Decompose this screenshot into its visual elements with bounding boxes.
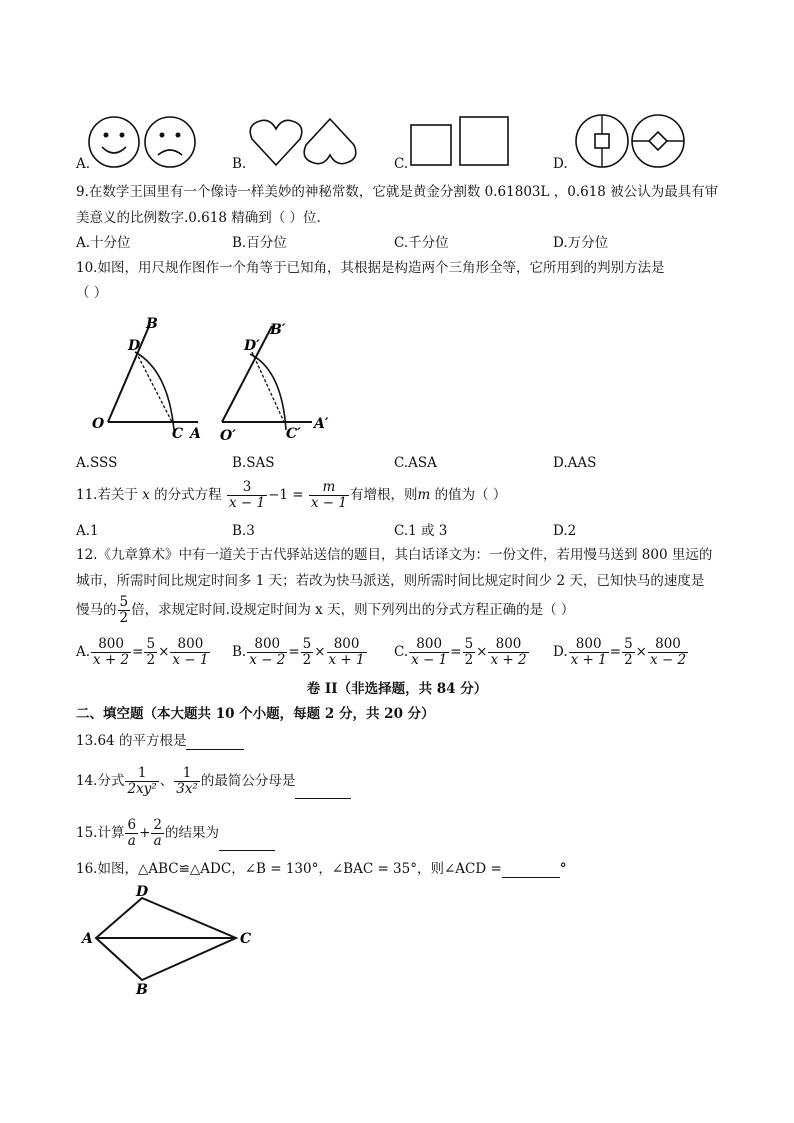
label-O: O — [92, 416, 105, 432]
q12-line3: 慢马的 $\frac{5}{2}$ 倍，求规定时间.设规定时间为 x 天，则下列列出的分式方程正确的是（ ） — [76, 594, 575, 626]
label-D-prime: D′ — [244, 338, 260, 354]
q12-option-d: D. $\frac{800}{x + 1}$ = $\frac{5}{2}$ × $\frac{800}{x - 2}$ — [553, 636, 687, 668]
q13-answer-blank[interactable] — [186, 731, 244, 750]
circle-symbols-figure — [574, 111, 690, 171]
quadrilateral-abcd-figure — [80, 884, 264, 998]
label-B: B — [146, 316, 158, 332]
angle-construction-figure — [88, 312, 348, 447]
q16-answer-blank[interactable] — [502, 859, 560, 878]
q12-option-a: A. $\frac{800}{x + 2}$ = $\frac{5}{2}$ × $\frac{800}{x - 1}$ — [76, 636, 209, 668]
q10-option-b: B.SAS — [232, 455, 275, 471]
q8-option-b-label: B. — [232, 156, 247, 172]
label-B-prime: B′ — [270, 322, 286, 338]
squares-figure — [408, 113, 512, 171]
hearts-figure — [248, 113, 360, 171]
label-D: D — [136, 884, 149, 900]
q8-options — [0, 105, 794, 175]
label-C: C — [240, 931, 252, 947]
q16-stem: 16.如图，△ABC≌△ADC，∠B = 130°，∠BAC = 35°，则∠ACD = ° — [76, 861, 567, 877]
label-B: B — [136, 982, 148, 998]
q14-stem: 14.分式 $\frac{1}{\text{2xy²}}$ 、 $\frac{1}{\text{3x²}}$ 的最简公分母是 — [76, 762, 351, 799]
q11-option-b: B.3 — [232, 523, 255, 539]
q11-option-d: D.2 — [553, 523, 577, 539]
q12-line1: 12.《九章算术》中有一道关于古代驿站送信的题目，其白话译文为：一份文件，若用慢马送到 800 里远的 — [76, 547, 713, 563]
q11-option-c: C.1 或 3 — [394, 523, 448, 539]
q8-option-a-label: A. — [76, 156, 91, 172]
q10-option-c: C.ASA — [394, 455, 437, 471]
fill-blank-heading: 二、填空题（本大题共 10 个小题，每题 2 分，共 20 分） — [76, 706, 435, 722]
q10-option-a: A.SSS — [76, 455, 118, 471]
q12-line2: 城市，所需时间比规定时间多 1 天；若改为快马派送，则所需时间比规定时间少 2 天，已知快马的速度是 — [76, 573, 705, 589]
section-title: 卷 II（非选择题，共 84 分） — [306, 681, 488, 697]
label-C: C — [172, 426, 184, 442]
q12-option-b: B. $\frac{800}{x - 2}$ = $\frac{5}{2}$ × $\frac{800}{x + 1}$ — [232, 636, 365, 668]
q9-option-c: C.千分位 — [394, 235, 449, 251]
q9-option-a: A.十分位 — [76, 235, 131, 251]
label-A: A — [190, 426, 201, 442]
q10-line2: （ ） — [76, 285, 108, 301]
label-A-prime: A′ — [314, 416, 329, 432]
q12-options — [0, 630, 794, 676]
label-C-prime: C′ — [286, 426, 301, 442]
q8-option-d-label: D. — [553, 156, 568, 172]
q14-answer-blank[interactable] — [295, 762, 351, 799]
smiley-faces-figure — [88, 113, 198, 171]
q10-line1: 10.如图，用尺规作图作一个角等于已知角，其根据是构造两个三角形全等，它所用到的判别方法是 — [76, 260, 665, 276]
label-A: A — [82, 931, 93, 947]
q9-line1: 9.在数学王国里有一个像诗一样美妙的神秘常数，它就是黄金分割数 0.61803L ，0.618 被公认为最具有审 — [76, 184, 719, 200]
label-O-prime: O′ — [220, 428, 236, 444]
q10-option-d: D.AAS — [553, 455, 597, 471]
q15-stem: 15.计算 $\frac{6}{a}$ + $\frac{2}{a}$ 的结果为 — [76, 814, 275, 851]
q11-option-a: A.1 — [76, 523, 99, 539]
q11-stem: 11.若关于 x 的分式方程 $\frac{3}{x - 1}$ −1 = $\frac{m}{x - 1}$ 有增根，则m 的值为（ ） — [76, 479, 507, 511]
q15-answer-blank[interactable] — [219, 814, 275, 851]
label-D: D — [128, 338, 141, 354]
q9-line2: 美意义的比例数字.0.618 精确到（ ）位. — [76, 210, 321, 226]
q13-stem: 13.64 的平方根是 — [76, 731, 244, 750]
q9-option-b: B.百分位 — [232, 235, 287, 251]
q12-option-c: C. $\frac{800}{x - 1}$ = $\frac{5}{2}$ × $\frac{800}{x + 2}$ — [394, 636, 527, 668]
q8-option-c-label: C. — [394, 156, 409, 172]
q9-option-d: D.万分位 — [553, 235, 609, 251]
